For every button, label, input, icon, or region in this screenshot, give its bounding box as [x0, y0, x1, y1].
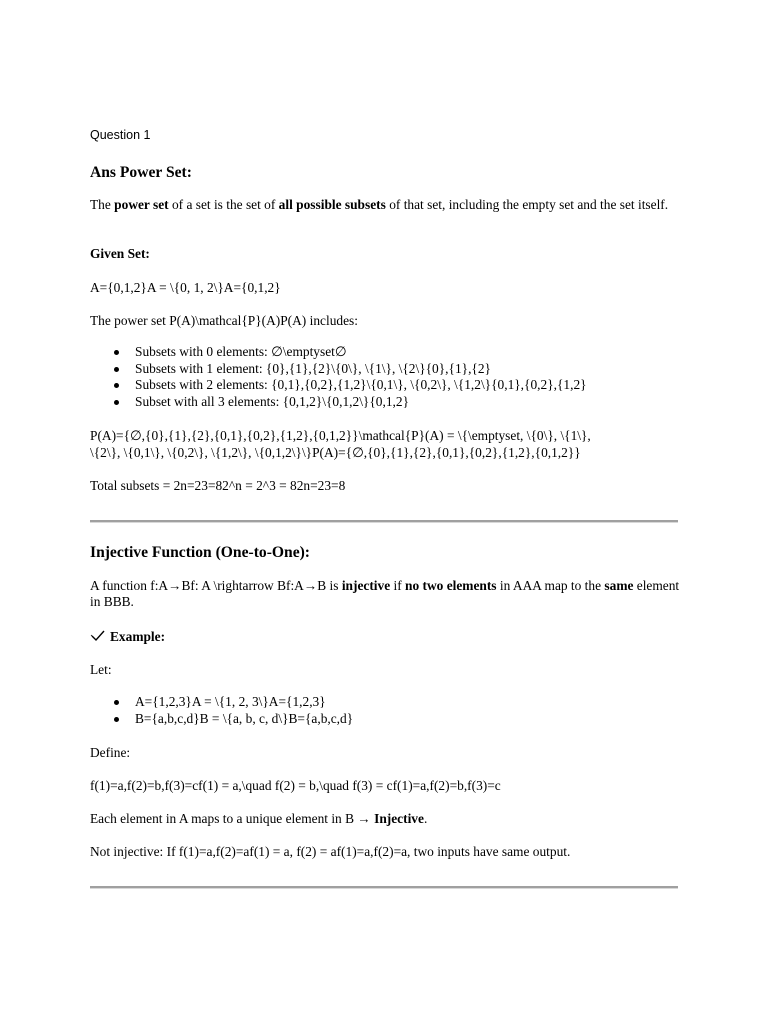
total-subsets: Total subsets = 2n=23=82^n = 2^3 = 82n=23=8 — [90, 478, 346, 493]
given-set-expression: A={0,1,2}A = \{0, 1, 2\}A={0,1,2} — [90, 280, 281, 295]
inj-text-3: in AAA map to the — [496, 578, 605, 593]
example-heading — [90, 629, 165, 645]
list-item-text: Subset with all 3 elements: {0,1,2}\{0,1,2\}{0,1,2} — [135, 393, 409, 409]
sets-list — [90, 694, 353, 727]
injective-definition — [90, 578, 680, 610]
horizontal-divider — [90, 886, 678, 889]
inj-bold-same: same — [604, 578, 634, 593]
bullet-icon — [114, 350, 119, 355]
inj-text-4: element in BBB. — [90, 578, 680, 609]
given-set-heading: Given Set: — [90, 246, 150, 261]
bullet-icon — [114, 717, 119, 722]
def-text-3: of that set, including the empty set and the set itself. — [385, 197, 669, 212]
bullet-icon — [114, 383, 119, 388]
list-item — [90, 394, 587, 411]
list-item-text: A={1,2,3}A = \{1, 2, 3\}A={1,2,3} — [135, 694, 326, 709]
check-mark-icon — [90, 629, 106, 642]
list-item-text: Subsets with 2 elements: {0,1},{0,2},{1,2}\{0,1\}, \{0,2\}, \{1,2\}{0,1},{0,2},{1,2} — [135, 377, 587, 392]
inj-text-2: if — [390, 578, 406, 593]
list-item — [90, 694, 353, 711]
power-set-includes: The power set P(A)\mathcal{P}(A)P(A) includes: — [90, 313, 358, 328]
list-item — [90, 377, 587, 394]
inj-bold-injective: injective — [341, 578, 391, 593]
mapping-definition: f(1)=a,f(2)=b,f(3)=cf(1) = a,\quad f(2) = b,\quad f(3) = cf(1)=a,f(2)=b,f(3)=c — [90, 778, 501, 793]
question-label: Question 1 — [90, 128, 151, 142]
bullet-icon — [114, 400, 119, 405]
list-item — [90, 711, 353, 728]
bullet-icon — [114, 700, 119, 705]
define-label: Define: — [90, 745, 131, 760]
def-text-2: of a set is the set of — [168, 197, 279, 212]
list-item-text: Subsets with 1 element: {0},{1},{2}\{0\}, \{1\}, \{2\}{0},{1},{2} — [135, 360, 491, 376]
list-item — [90, 344, 587, 361]
power-set-line-2: \{2\}, \{0,1\}, \{0,2\}, \{1,2\}, \{0,1,2\}\}P(A)={∅,{0},{1},{2},{0,1},{0,2},{1,2},{0,1,2}} — [90, 445, 581, 460]
let-label: Let: — [90, 662, 112, 677]
conclusion-bold: Injective — [374, 811, 424, 826]
bullet-icon — [114, 367, 119, 372]
inj-text-1: A function f:A→Bf: A \rightarrow Bf:A→B is — [90, 578, 342, 593]
horizontal-divider — [90, 520, 678, 523]
power-set-heading: Ans Power Set: — [90, 164, 192, 181]
list-item-text: Subsets with 0 elements: ∅\emptyset∅ — [135, 344, 347, 359]
subsets-list — [90, 344, 587, 410]
conclusion-period: . — [423, 811, 428, 826]
injective-heading: Injective Function (One-to-One): — [90, 544, 311, 561]
def-bold-power-set: power set — [114, 197, 169, 212]
def-bold-all-subsets: all possible subsets — [278, 197, 386, 212]
not-injective-note: Not injective: If f(1)=a,f(2)=af(1) = a, f(2) = af(1)=a,f(2)=a, two inputs have same output. — [90, 844, 571, 859]
conclusion-text: Each element in A maps to a unique element in B → — [90, 811, 375, 826]
injective-conclusion — [90, 811, 427, 827]
list-item-text: B={a,b,c,d}B = \{a, b, c, d\}B={a,b,c,d} — [135, 710, 354, 726]
list-item — [90, 361, 587, 378]
def-text-1: The — [90, 197, 115, 212]
power-set-line-1: P(A)={∅,{0},{1},{2},{0,1},{0,2},{1,2},{0,1,2}}\mathcal{P}(A) = \{\emptyset, \{0\}, \{1\}, — [90, 428, 591, 443]
power-set-definition — [90, 197, 680, 213]
example-label: Example: — [110, 629, 166, 644]
inj-bold-no-two: no two elements — [405, 578, 497, 593]
